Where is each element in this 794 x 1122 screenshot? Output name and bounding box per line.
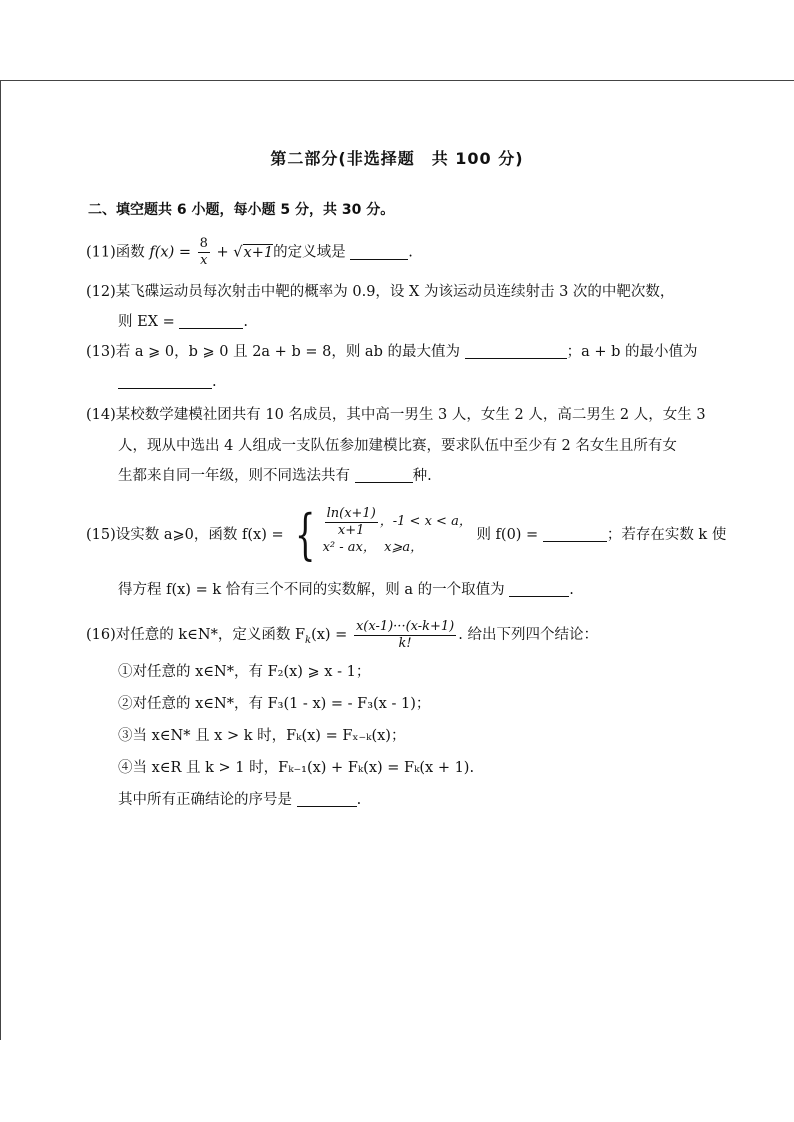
q15-piece-2 [323, 535, 472, 561]
q15-piecewise [322, 505, 472, 561]
q16-suffix: . 给出下列四个结论： [458, 627, 598, 643]
q13-end: . [212, 374, 217, 390]
question-15 [86, 504, 726, 566]
q11-frac-num: 8 [199, 236, 208, 251]
q13-number: (13) [86, 344, 116, 360]
q11-end: . [408, 244, 413, 261]
q11-fx: f(x) = [149, 244, 191, 261]
q16-conclusion-2: ②对任意的 x∈N*，有 F₃(1 - x) = - F₃(x - 1)； [118, 696, 431, 712]
question-12 [86, 282, 674, 302]
q13-answer-blank-2[interactable] [118, 372, 212, 389]
q15-suffix: ；若存在实数 k 使 [606, 527, 727, 543]
q15-piece2-expr: x² - ax， [322, 540, 376, 555]
section-heading: 二、填空题共 6 小题，每小题 5 分，共 30 分。 [88, 202, 395, 218]
question-13 [86, 342, 697, 362]
q16-fraction [354, 619, 456, 652]
question-14-line3 [118, 466, 432, 486]
q16-frac-num: x(x-1)···(x-k+1) [355, 618, 455, 634]
question-11 [86, 236, 413, 269]
q15-prefix: 设实数 a⩾0，函数 f(x) = [115, 527, 284, 543]
q11-answer-blank[interactable] [350, 243, 408, 260]
q14-line3-suffix: 种. [412, 468, 432, 484]
top-border-line [0, 80, 794, 81]
q16-frac-den: k! [398, 635, 412, 651]
q16-final [118, 790, 361, 810]
question-14 [86, 405, 706, 425]
q15-piece1-fraction [325, 506, 378, 539]
part-title: 第二部分(非选择题 共 100 分) [270, 149, 524, 168]
question-14-line2: 人，现从中选出 4 人组成一支队伍参加建模比赛，要求队伍中至少有 2 名女生且所有女 [118, 438, 677, 454]
q13-line1-b: ；a + b 的最小值为 [566, 344, 698, 360]
q15-piece2-cond: x⩾a， [384, 540, 424, 555]
q11-suffix: 的定义域是 [273, 244, 346, 261]
q12-answer-blank[interactable] [179, 312, 243, 329]
q11-fraction [198, 236, 210, 269]
left-border-line [0, 80, 1, 1040]
q16-conclusion-4: ④当 x∈R 且 k > 1 时，Fₖ₋₁(x) + Fₖ(x) = Fₖ(x + 1). [118, 760, 475, 776]
q15-piece1-den: x+1 [337, 522, 365, 538]
question-12-line2 [118, 312, 248, 332]
q16-conclusion-1: ①对任意的 x∈N*，有 F₂(x) ⩾ x - 1； [118, 664, 371, 680]
question-16 [86, 617, 598, 653]
q16-prefix: 对任意的 k∈N*，定义函数 F [115, 627, 306, 643]
q11-plus: + [216, 244, 229, 261]
q16-sub-k: k [305, 634, 312, 646]
q15-line2-prefix: 得方程 f(x) = k 恰有三个不同的实数解，则 a 的一个取值为 [118, 582, 505, 598]
q15-piece1-num: ln(x+1) [326, 505, 376, 521]
q14-line3-prefix: 生都来自同一年级，则不同选法共有 [118, 468, 350, 484]
q16-fx-eq: (x) = [311, 627, 348, 643]
q13-line1-a: 若 a ⩾ 0，b ⩾ 0 且 2a + b = 8，则 ab 的最大值为 [115, 344, 460, 360]
q16-conclusion-3: ③当 x∈N* 且 x > k 时，Fₖ(x) = Fₓ₋ₖ(x)； [118, 728, 406, 744]
q15-brace: { [295, 503, 316, 566]
q15-answer-blank-2[interactable] [509, 580, 569, 597]
q14-line1: 某校数学建模社团共有 10 名成员，其中高一男生 3 人，女生 2 人，高二男生 2 人，女生 3 [115, 407, 706, 423]
q16-number: (16) [86, 627, 116, 643]
q13-answer-blank-1[interactable] [465, 342, 567, 359]
q11-sqrt-body: x+1 [243, 244, 274, 261]
q15-number: (15) [86, 527, 116, 543]
q12-line1: 某飞碟运动员每次射击中靶的概率为 0.9，设 X 为该运动员连续射击 3 次的中靶次数， [115, 284, 675, 300]
q14-number: (14) [86, 407, 116, 423]
q12-line2-prefix: 则 EX = [118, 314, 175, 330]
q14-answer-blank[interactable] [355, 466, 413, 483]
q16-final-prefix: 其中所有正确结论的序号是 [118, 792, 292, 808]
q12-number: (12) [86, 284, 116, 300]
q11-prefix: 函数 [115, 244, 145, 261]
q15-piece1-cond: ，-1 < x < a， [379, 514, 472, 529]
q12-end: . [243, 314, 248, 330]
q15-end: . [569, 582, 574, 598]
q16-end: . [356, 792, 362, 808]
q11-number: (11) [86, 244, 116, 261]
question-15-line2 [118, 580, 574, 600]
q15-mid: 则 f(0) = [476, 527, 539, 543]
q15-answer-blank-1[interactable] [543, 525, 607, 542]
q11-sqrt-sign: √ [233, 244, 243, 261]
question-13-line2 [118, 372, 217, 392]
q16-answer-blank[interactable] [297, 790, 357, 807]
q15-piece-1 [323, 505, 472, 538]
q11-frac-den: x [200, 253, 208, 268]
